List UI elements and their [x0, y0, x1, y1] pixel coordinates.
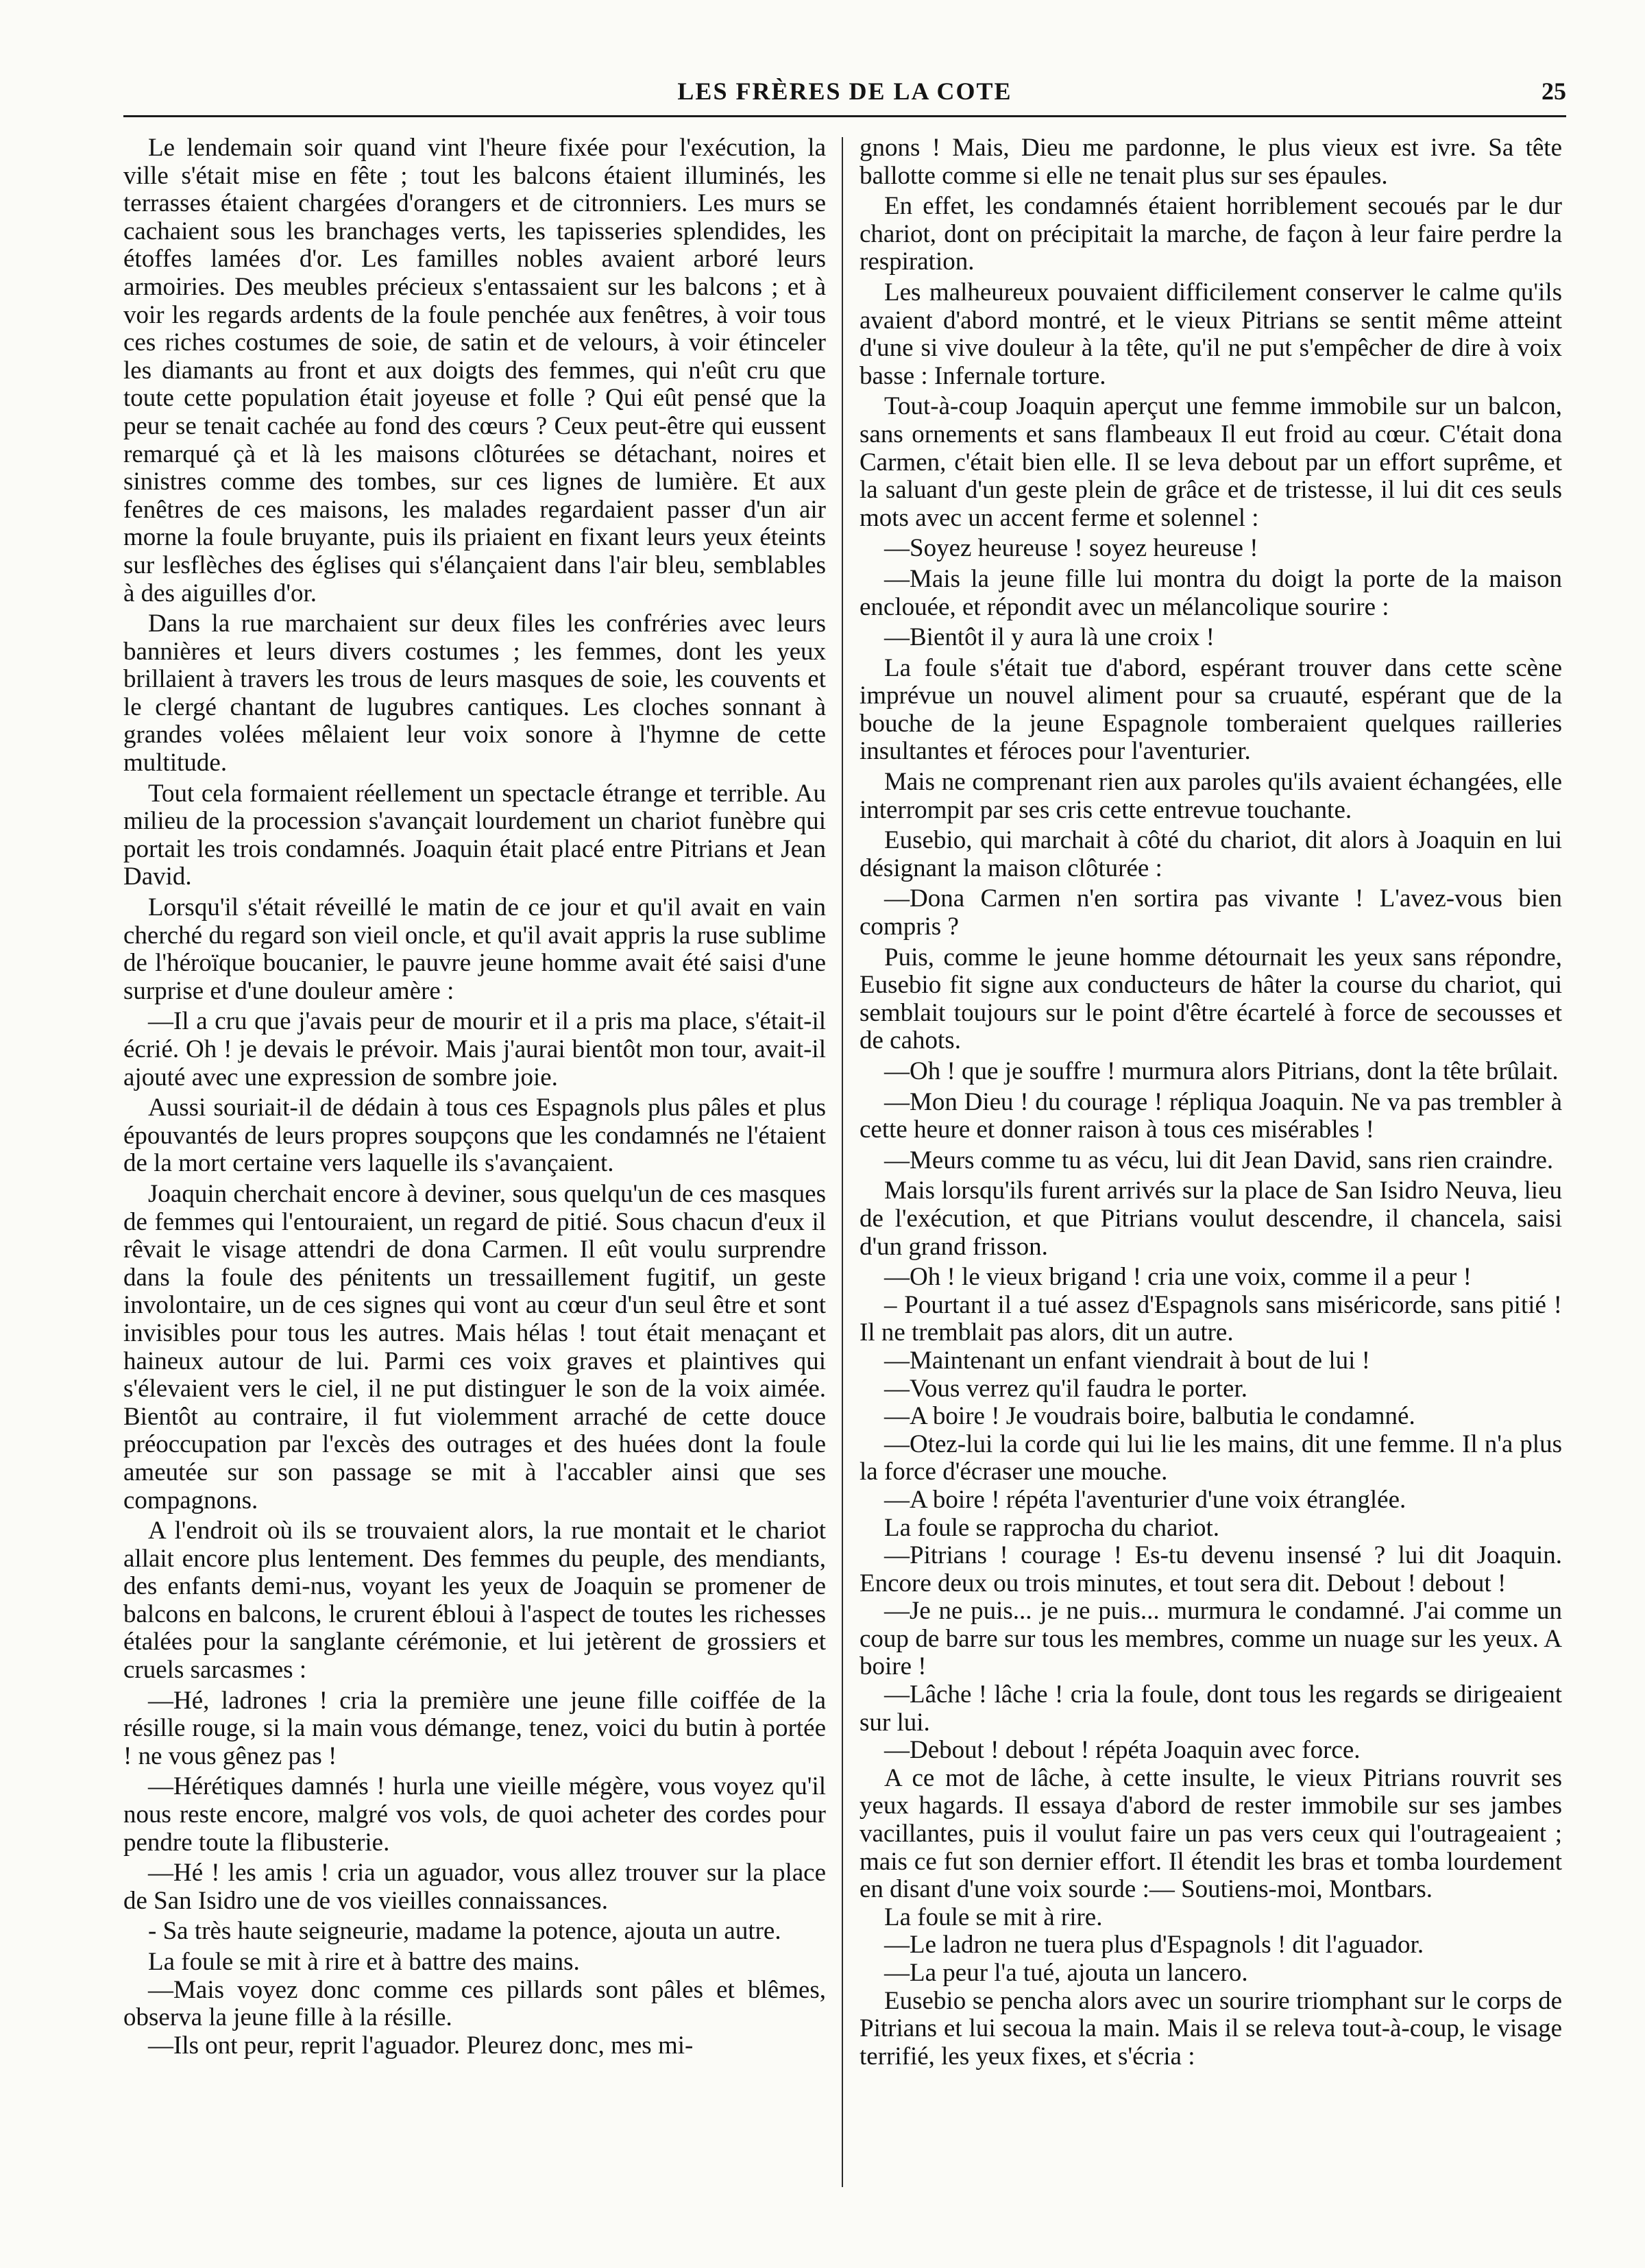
- page-number: 25: [1542, 77, 1566, 105]
- paragraph: A ce mot de lâche, à cette insulte, le vieux Pitrians rouvrit ses yeux hagards. Il essaya d'abord de rester immobile sur ses jambes vacillantes, puis il voulut faire un pas vers ceux qui l'outrageaient ; mais ce fut son dernier effort. Il étendit les bras et tomba lourdement en disant d'une voix sourde :— Soutiens-moi, Montbars.: [860, 1763, 1562, 1904]
- paragraph: Joaquin cherchait encore à deviner, sous quelqu'un de ces masques de femmes qui l'entouraient, un regard de pitié. Sous chacun d'eux il rêvait le visage attendri de dona Carmen. Il eût voulu surprendre dans la foule des pénitents un tressaillement fugitif, un geste involontaire, un de ces signes qui vont au cœur d'un seul être et sont invisibles pour tous les autres. Mais hélas ! tout était menaçant et haineux autour de lui. Parmi ces voix graves et plaintives qui s'élevaient vers le ciel, il ne put distinguer le son de la voix aimée. Bientôt au contraire, il fut violemment arraché de cette douce préoccupation par l'excès des outrages et des huées dont la foule ameutée sur son passage se mit à l'accabler ainsi que ses compagnons.: [123, 1179, 826, 1515]
- paragraph: —Pitrians ! courage ! Es-tu devenu insensé ? lui dit Joaquin. Encore deux ou trois minutes, et tout sera dit. Debout ! debout !: [860, 1541, 1562, 1597]
- paragraph: —Hé ! les amis ! cria un aguador, vous allez trouver sur la place de San Isidro une de vos vieilles connaissances.: [123, 1859, 826, 1915]
- paragraph: Aussi souriait-il de dédain à tous ces Espagnols plus pâles et plus épouvantés de leurs propres soupçons que les condamnés ne l'étaient de la mort certaine vers laquelle ils s'avançaient.: [123, 1094, 826, 1178]
- paragraph: La foule se mit à rire.: [884, 1903, 1103, 1931]
- paragraph: —La peur l'a tué, ajouta un lancero.: [884, 1959, 1248, 1987]
- paragraph: —Soyez heureuse ! soyez heureuse !: [884, 534, 1258, 563]
- paragraph: —Mais voyez donc comme ces pillards sont pâles et blêmes, observa la jeune fille à la résille.: [123, 1975, 826, 2032]
- right-column: [860, 134, 1562, 2198]
- paragraph: Eusebio, qui marchait à côté du chariot, dit alors à Joaquin en lui désignant la maison clôturée :: [860, 826, 1562, 882]
- paragraph: —Dona Carmen n'en sortira pas vivante ! L'avez-vous bien compris ?: [860, 884, 1562, 941]
- paragraph: La foule s'était tue d'abord, espérant trouver dans cette scène imprévue un nouvel aliment pour sa cruauté, espérant que de la bouche de la jeune Espagnole tomberaient quelques railleries insultantes et féroces pour l'aventurier.: [860, 653, 1562, 766]
- paragraph: —Otez-lui la corde qui lui lie les mains, dit une femme. Il n'a plus la force d'écraser une mouche.: [860, 1429, 1562, 1486]
- left-column: [123, 134, 826, 2198]
- paragraph: La foule se rapprocha du chariot.: [884, 1513, 1220, 1542]
- paragraph: —Vous verrez qu'il faudra le porter.: [884, 1374, 1247, 1403]
- paragraph: —Bientôt il y aura là une croix !: [884, 623, 1215, 652]
- paragraph: —Maintenant un enfant viendrait à bout de lui !: [884, 1346, 1370, 1375]
- paragraph: —Mon Dieu ! du courage ! répliqua Joaquin. Ne va pas trembler à cette heure et donner raison à tous ces misérables !: [860, 1087, 1562, 1144]
- running-title: LES FRÈRES DE LA COTE: [677, 77, 1012, 105]
- paragraph: —Je ne puis... je ne puis... murmura le condamné. J'ai comme un coup de barre sur tous les membres, comme un nuage sur les yeux. A boire !: [860, 1597, 1562, 1681]
- page-header: [123, 74, 1566, 117]
- paragraph: Dans la rue marchaient sur deux files les confréries avec leurs bannières et leurs divers costumes ; les femmes, dont les yeux brillaient à travers les trous de leurs masques de soie, les couvents et le clergé chantant de lugubres cantiques. Les cloches sonnant à grandes volées mêlaient leur voix sonore à l'hymne de cette multitude.: [123, 610, 826, 777]
- paragraph: —Debout ! debout ! répéta Joaquin avec force.: [884, 1736, 1361, 1765]
- paragraph: —Il a cru que j'avais peur de mourir et il a pris ma place, s'était-il écrié. Oh ! je devais le prévoir. Mais j'aurai bientôt mon tour, avait-il ajouté avec une expression de sombre joie.: [123, 1007, 826, 1091]
- paragraph: —A boire ! Je voudrais boire, balbutia le condamné.: [884, 1402, 1415, 1431]
- paragraph: Tout-à-coup Joaquin aperçut une femme immobile sur un balcon, sans ornements et sans flambeaux Il eut froid au cœur. C'était dona Carmen, c'était bien elle. Il se leva debout par un effort suprême, et la saluant d'un geste plein de grâce et de tristesse, il lui dit ces seuls mots avec un accent ferme et solennel :: [860, 392, 1562, 532]
- paragraph: Mais ne comprenant rien aux paroles qu'ils avaient échangées, elle interrompit par ses cris cette entrevue touchante.: [860, 768, 1562, 824]
- paragraph: Le lendemain soir quand vint l'heure fixée pour l'exécution, la ville s'était mise en fête ; tout les balcons étaient illuminés, les terrasses étaient chargées d'orangers et de citronniers. Les murs se cachaient sous les branchages verts, les tapisseries splendides, les étoffes lamées d'or. Les familles nobles avaient arboré leurs armoiries. Des meubles précieux s'entassaient sur les balcons ; et à voir les regards ardents de la foule penchée aux fenêtres, à voir tous ces riches costumes de soie, de satin et de velours, à voir étinceler les diamants au front et aux doigts des femmes, qui n'eût cru que toute cette population était joyeuse et folle ? Qui eût pensé que la peur se tenait cachée au fond des cœurs ? Ceux peut-être qui eussent remarqué çà et là les maisons clôturées se détachant, noires et sinistres comme des tombes, sur ces lignes de lumière. Et aux fenêtres de ces maisons, les malades regardaient passer d'un air morne la foule bruyante, puis ils priaient en fixant leurs yeux éteints sur lesflèches des églises qui s'élançaient dans l'air bleu, semblables à des aiguilles d'or.: [123, 134, 826, 607]
- paragraph: - Sa très haute seigneurie, madame la potence, ajouta un autre.: [148, 1917, 781, 1946]
- paragraph: Puis, comme le jeune homme détournait les yeux sans répondre, Eusebio fit signe aux conducteurs de hâter la course du chariot, qui semblait toujours sur le point d'être écartelé à force de secousses et de cahots.: [860, 943, 1562, 1055]
- paragraph: A l'endroit où ils se trouvaient alors, la rue montait et le chariot allait encore plus lentement. Des femmes du peuple, des mendiants, des enfants demi-nus, voyant les yeux de Joaquin se promener de balcons en balcons, le crurent ébloui à l'aspect de toutes les richesses étalées pour la sanglante cérémonie, et lui jetèrent de grossiers et cruels sarcasmes :: [123, 1517, 826, 1685]
- paragraph: —A boire ! répéta l'aventurier d'une voix étranglée.: [884, 1485, 1406, 1514]
- paragraph: —Lâche ! lâche ! cria la foule, dont tous les regards se dirigeaient sur lui.: [860, 1680, 1562, 1737]
- paragraph: Eusebio se pencha alors avec un sourire triomphant sur le corps de Pitrians et lui secoua la main. Mais il se releva tout-à-coup, le visage terrifié, les yeux fixes, et s'écria :: [860, 1986, 1562, 2071]
- paragraph: —Le ladron ne tuera plus d'Espagnols ! dit l'aguador.: [884, 1931, 1424, 1959]
- paragraph: En effet, les condamnés étaient horriblement secoués par le dur chariot, dont on précipitait la marche, de façon à leur faire perdre la respiration.: [860, 192, 1562, 276]
- paragraph: La foule se mit à rire et à battre des mains.: [148, 1948, 580, 1976]
- paragraph: Tout cela formaient réellement un spectacle étrange et terrible. Au milieu de la procession s'avançait lourdement un chariot funèbre qui portait les trois condamnés. Joaquin était placé entre Pitrians et Jean David.: [123, 779, 826, 891]
- paragraph: —Hérétiques damnés ! hurla une vieille mégère, vous voyez qu'il nous reste encore, malgré vos vols, de quoi acheter des cordes pour pendre toute la flibusterie.: [123, 1772, 826, 1857]
- paragraph: —Ils ont peur, reprit l'aguador. Pleurez donc, mes mi-: [148, 2031, 694, 2060]
- paragraph: —Mais la jeune fille lui montra du doigt la porte de la maison enclouée, et répondit avec un mélancolique sourire :: [860, 564, 1562, 621]
- paragraph-continuation: gnons ! Mais, Dieu me pardonne, le plus vieux est ivre. Sa tête ballotte comme si elle ne tenait plus sur ses épaules.: [860, 134, 1562, 190]
- column-divider: [842, 137, 843, 2187]
- paragraph: —Meurs comme tu as vécu, lui dit Jean David, sans rien craindre.: [884, 1146, 1554, 1174]
- paragraph: – Pourtant il a tué assez d'Espagnols sans miséricorde, sans pitié ! Il ne tremblait pas alors, dit un autre.: [860, 1290, 1562, 1347]
- paragraph: Lorsqu'il s'était réveillé le matin de ce jour et qu'il avait en vain cherché du regard son vieil oncle, et qu'il avait appris la ruse sublime de l'héroïque boucanier, le pauvre jeune homme avait été saisi d'une surprise et d'une douleur amère :: [123, 893, 826, 1005]
- paragraph: —Oh ! le vieux brigand ! cria une voix, comme il a peur !: [884, 1263, 1472, 1292]
- paragraph: Les malheureux pouvaient difficilement conserver le calme qu'ils avaient d'abord montré, et le vieux Pitrians se sentit même atteint d'une si vive douleur à la tête, qu'il ne put s'empêcher de dire à voix basse : Infernale torture.: [860, 278, 1562, 390]
- paragraph: —Hé, ladrones ! cria la première une jeune fille coiffée de la résille rouge, si la main vous démange, tenez, voici du butin à portée ! ne vous gênez pas !: [123, 1686, 826, 1770]
- paragraph: —Oh ! que je souffre ! murmura alors Pitrians, dont la tête brûlait.: [884, 1057, 1559, 1085]
- paragraph: Mais lorsqu'ils furent arrivés sur la place de San Isidro Neuva, lieu de l'exécution, et que Pitrians voulut descendre, il chancela, saisi d'un grand frisson.: [860, 1177, 1562, 1261]
